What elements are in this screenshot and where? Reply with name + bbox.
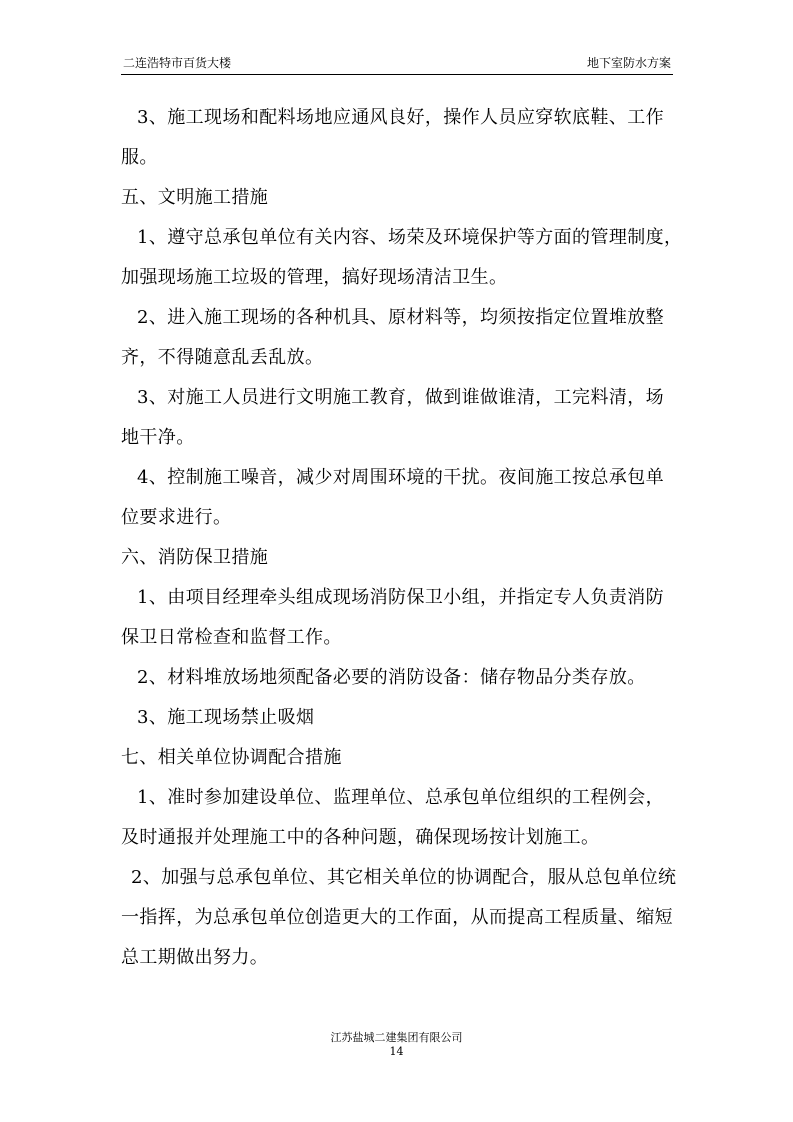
paragraph-line: 3、施工现场禁止吸烟	[137, 707, 315, 728]
paragraph-line: 1、遵守总承包单位有关内容、场荣及环境保护等方面的管理制度，	[137, 227, 683, 248]
paragraph-line: 2、材料堆放场地须配备必要的消防设备：储存物品分类存放。	[137, 667, 646, 688]
paragraph-line: 地干净。	[121, 427, 195, 448]
paragraph-line: 加强现场施工垃圾的管理，搞好现场清洁卫生。	[121, 267, 508, 288]
paragraph-line: 3、施工现场和配料场地应通风良好，操作人员应穿软底鞋、工作	[137, 107, 665, 128]
paragraph-line: 2、加强与总承包单位、其它相关单位的协调配合，服从总包单位统	[131, 867, 677, 888]
paragraph-line: 2、进入施工现场的各种机具、原材料等，均须按指定位置堆放整	[137, 307, 665, 328]
paragraph-line: 总工期做出努力。	[121, 947, 269, 968]
paragraph-line: 位要求进行。	[121, 507, 232, 528]
footer-company: 江苏盐城二建集团有限公司	[330, 1031, 463, 1044]
paragraph-line: 一指挥，为总承包单位创造更大的工作面，从而提高工程质量、缩短	[121, 907, 673, 928]
section-heading: 六、消防保卫措施	[121, 547, 269, 568]
paragraph-line: 1、由项目经理牵头组成现场消防保卫小组，并指定专人负责消防	[137, 587, 665, 608]
section-heading: 五、文明施工措施	[121, 187, 269, 208]
paragraph-line: 服。	[121, 147, 158, 168]
header-document-title: 地下室防水方案	[586, 56, 671, 70]
paragraph-line: 保卫日常检查和监督工作。	[121, 627, 342, 648]
header-project-name: 二连浩特市百货大楼	[123, 56, 232, 70]
paragraph-line: 齐，不得随意乱丢乱放。	[121, 347, 324, 368]
paragraph-line: 及时通报并处理施工中的各种问题，确保现场按计划施工。	[121, 827, 600, 848]
page-header	[121, 52, 673, 75]
paragraph-line: 3、对施工人员进行文明施工教育，做到谁做谁清，工完料清，场	[137, 387, 665, 408]
paragraph-line: 4、控制施工噪音，减少对周围环境的干扰。夜间施工按总承包单	[137, 467, 665, 488]
paragraph-line: 1、准时参加建设单位、监理单位、总承包单位组织的工程例会，	[137, 787, 665, 808]
section-heading: 七、相关单位协调配合措施	[121, 747, 342, 768]
page-number: 14	[389, 1045, 404, 1058]
document-body	[121, 98, 683, 978]
